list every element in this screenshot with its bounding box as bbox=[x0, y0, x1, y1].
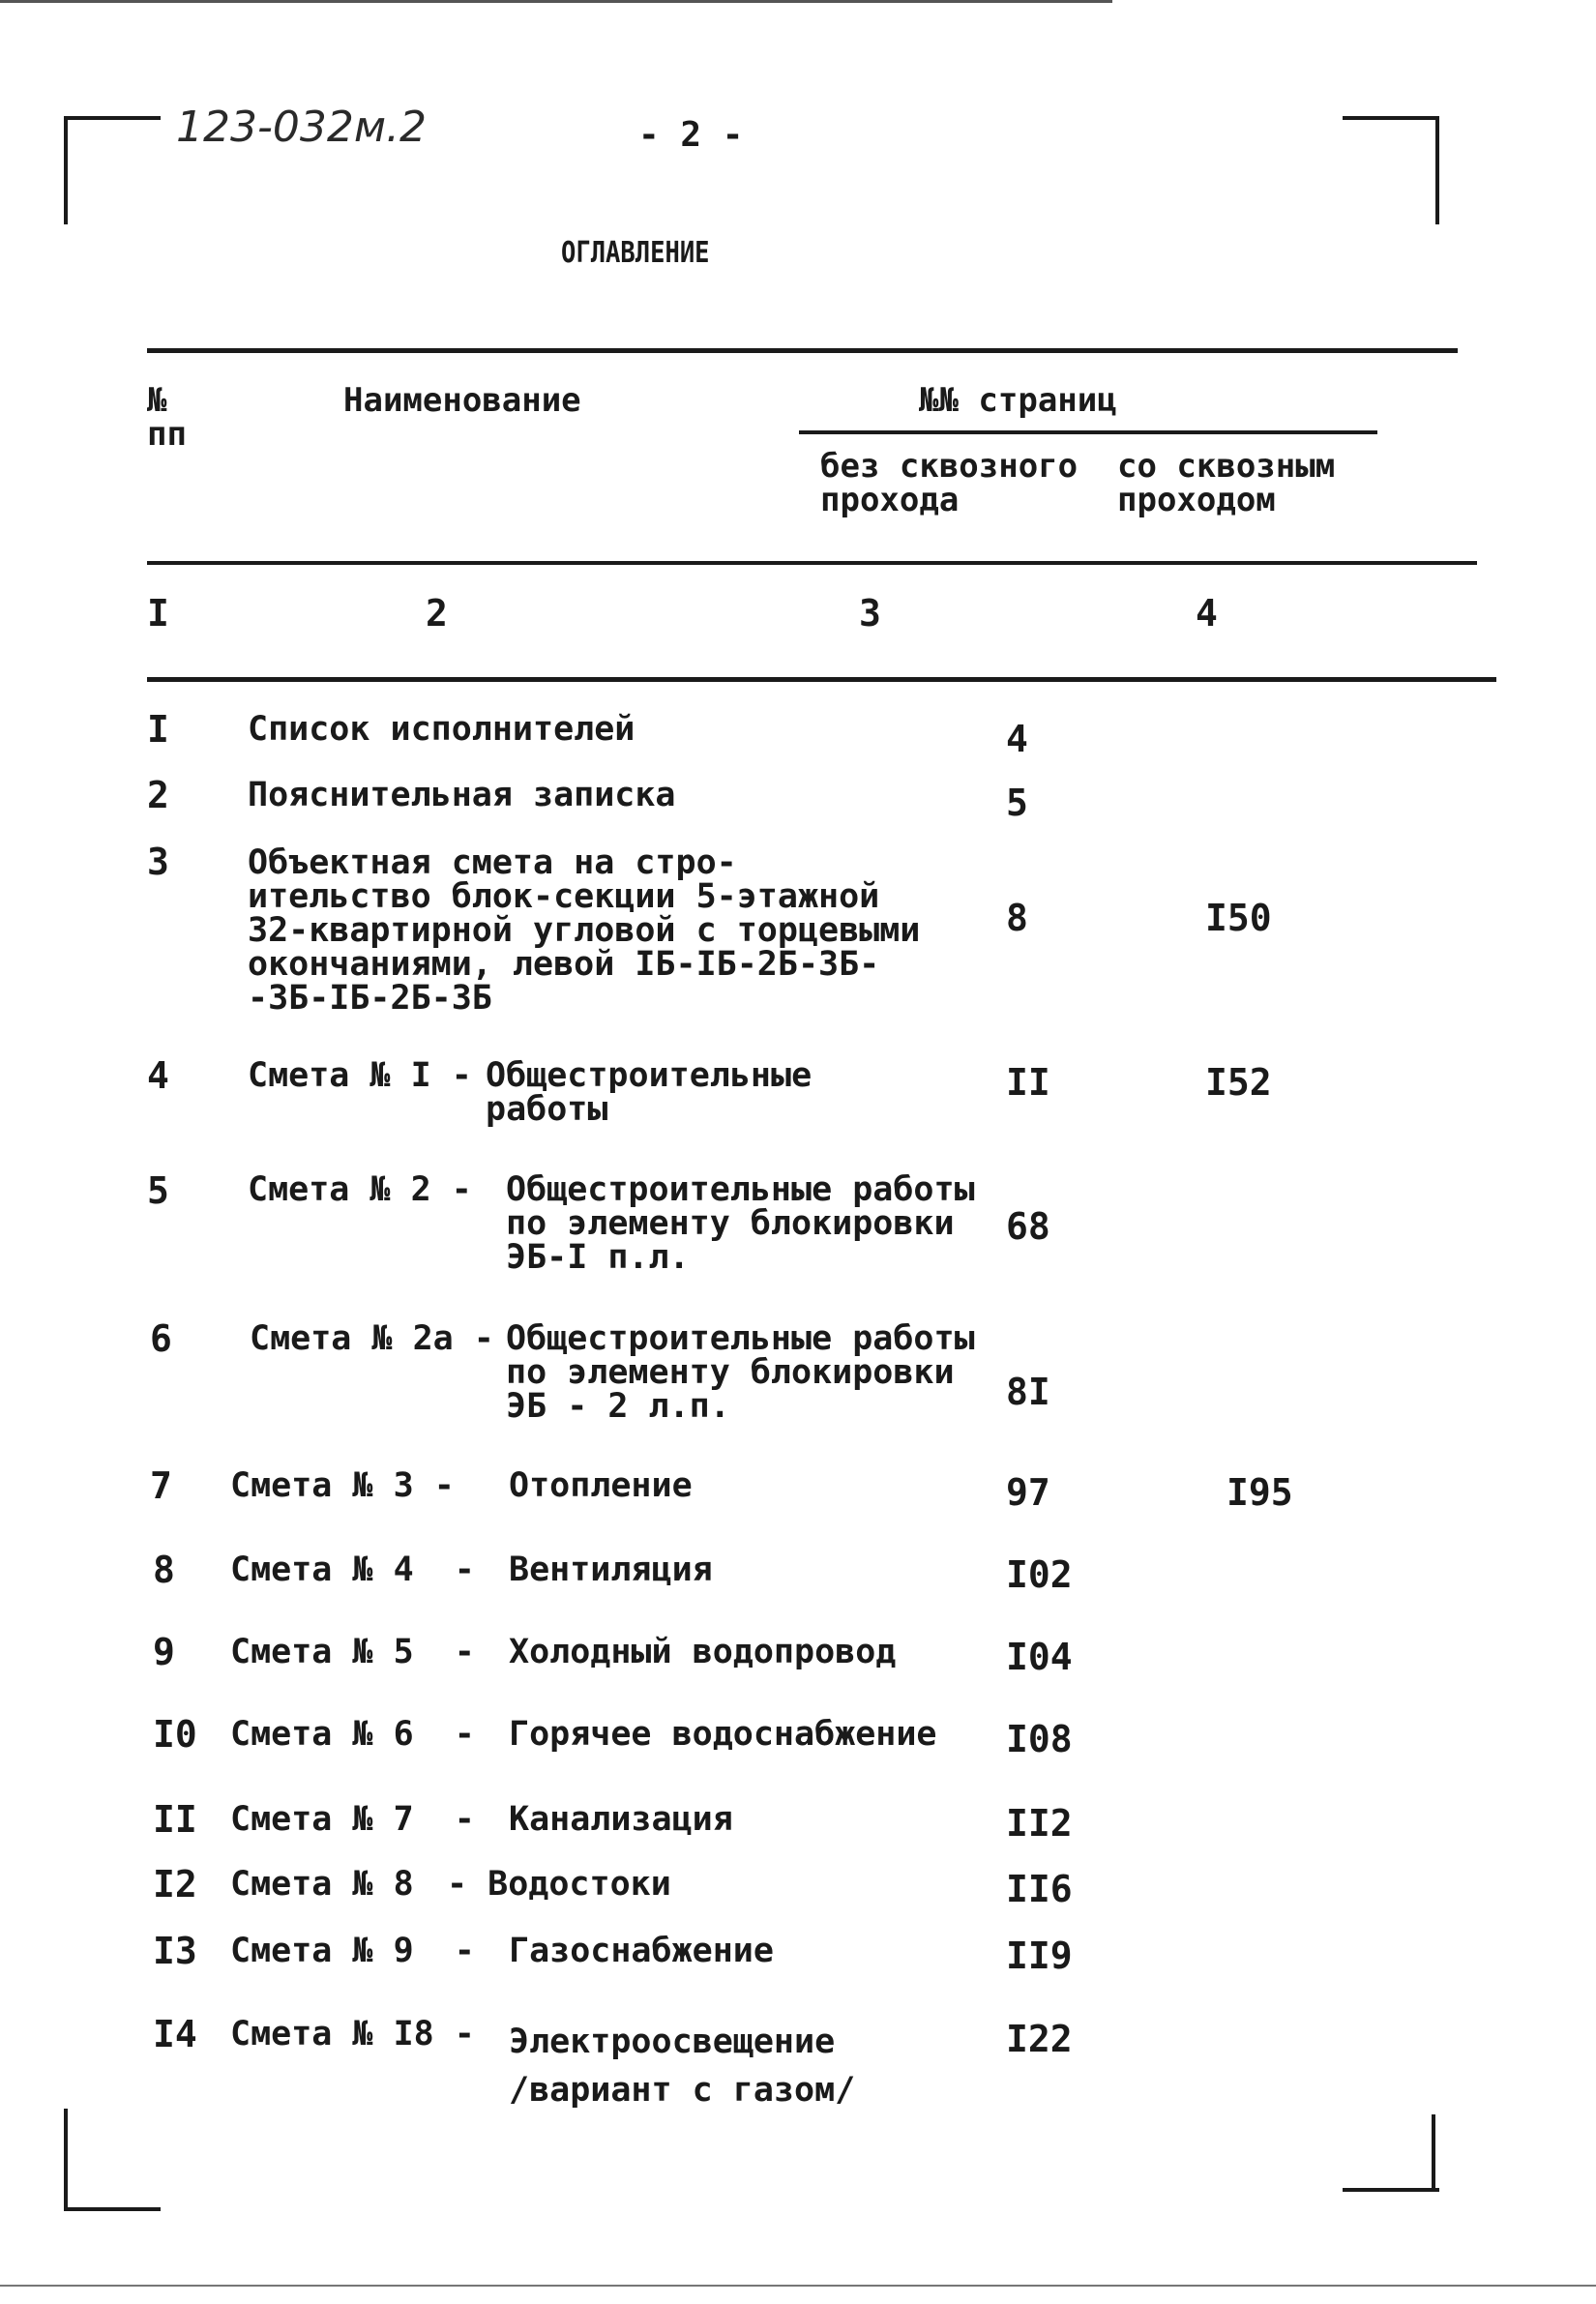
row-3-title: Объектная смета на стро- ительство блок-секции 5-этажной 32-квартирной угловой с торцевыми окончаниями, левой IБ-IБ-2Б-3Б- -3Б-IБ-2Б-3Б bbox=[248, 843, 921, 1018]
header-col-pages: №№ страниц bbox=[919, 381, 1117, 420]
row-7-number: 7 bbox=[150, 1464, 172, 1507]
row-12-page-without: II6 bbox=[1006, 1868, 1073, 1910]
row-1-number: I bbox=[147, 708, 169, 751]
row-13-page-without: II9 bbox=[1006, 1935, 1073, 1977]
frame-corner-bottom-right bbox=[1343, 2188, 1439, 2192]
row-4-number: 4 bbox=[147, 1054, 169, 1097]
document-code: 123-032м.2 bbox=[176, 103, 428, 152]
row-5-number: 5 bbox=[147, 1169, 169, 1212]
row-13-title: Газоснабжение bbox=[509, 1932, 774, 1970]
row-3-number: 3 bbox=[147, 841, 169, 883]
scan-edge-top bbox=[0, 0, 1112, 3]
row-10-estimate: Смета № 6 - bbox=[230, 1715, 475, 1754]
row-14-page-without: I22 bbox=[1006, 2018, 1073, 2060]
header-sub-with: со сквозным проходом bbox=[1117, 447, 1336, 519]
row-5-page-without: 68 bbox=[1006, 1205, 1050, 1248]
row-9-estimate: Смета № 5 - bbox=[230, 1633, 475, 1671]
row-7-estimate: Смета № 3 - bbox=[230, 1466, 455, 1505]
row-13-estimate: Смета № 9 - bbox=[230, 1932, 475, 1970]
row-1-page-without: 4 bbox=[1006, 718, 1028, 760]
header-sub-without: без сквозного прохода bbox=[820, 447, 1079, 519]
frame-corner-bottom-left-vertical bbox=[64, 2109, 68, 2211]
row-4-estimate: Смета № I - bbox=[248, 1056, 472, 1095]
row-4-page-without: II bbox=[1006, 1061, 1050, 1104]
scan-edge-bottom bbox=[0, 2285, 1596, 2287]
row-3-page-with: I50 bbox=[1205, 897, 1272, 939]
row-9-title: Холодный водопровод bbox=[509, 1633, 897, 1671]
row-7-title: Отопление bbox=[509, 1466, 693, 1505]
row-10-page-without: I08 bbox=[1006, 1718, 1073, 1760]
row-8-number: 8 bbox=[153, 1549, 175, 1591]
row-9-page-without: I04 bbox=[1006, 1636, 1073, 1678]
column-number-3: 3 bbox=[859, 592, 881, 635]
header-pages-rule bbox=[799, 430, 1377, 434]
row-11-number: II bbox=[153, 1798, 197, 1841]
page-number: - 2 - bbox=[638, 115, 744, 155]
row-13-number: I3 bbox=[153, 1930, 197, 1972]
row-9-number: 9 bbox=[153, 1631, 175, 1673]
row-12-estimate: Смета № 8 bbox=[230, 1865, 414, 1904]
frame-corner-bottom-right-vertical bbox=[1432, 2114, 1435, 2192]
row-5-title: Общестроительные работы по элементу блокировки ЭБ-I п.л. bbox=[506, 1170, 975, 1277]
row-10-number: I0 bbox=[153, 1713, 197, 1756]
row-3-page-without: 8 bbox=[1006, 897, 1028, 939]
frame-corner-top-left bbox=[64, 116, 161, 120]
column-number-1: I bbox=[147, 592, 169, 635]
frame-corner-top-right bbox=[1343, 116, 1439, 120]
column-number-4: 4 bbox=[1196, 592, 1218, 635]
row-4-page-with: I52 bbox=[1205, 1061, 1272, 1104]
row-5-estimate: Смета № 2 - bbox=[248, 1170, 472, 1209]
row-14-title: Электроосвещение /вариант с газом/ bbox=[509, 2023, 856, 2110]
frame-corner-top-right-vertical bbox=[1435, 116, 1439, 224]
row-12-number: I2 bbox=[153, 1863, 197, 1905]
row-6-estimate: Смета № 2а - bbox=[250, 1319, 494, 1358]
row-2-title: Пояснительная записка bbox=[248, 776, 676, 814]
row-12-title: - Водостоки bbox=[447, 1865, 671, 1904]
row-2-number: 2 bbox=[147, 774, 169, 816]
row-11-estimate: Смета № 7 - bbox=[230, 1800, 475, 1839]
row-7-page-with: I95 bbox=[1227, 1471, 1293, 1514]
numbering-bottom-rule bbox=[147, 677, 1496, 682]
row-4-title: Общестроительные работы bbox=[486, 1056, 813, 1129]
column-number-2: 2 bbox=[426, 592, 448, 635]
row-8-page-without: I02 bbox=[1006, 1553, 1073, 1596]
header-col-num: № пп bbox=[147, 381, 187, 454]
frame-corner-bottom-left bbox=[64, 2207, 161, 2211]
row-8-estimate: Смета № 4 - bbox=[230, 1551, 475, 1589]
row-7-page-without: 97 bbox=[1006, 1471, 1050, 1514]
table-top-rule bbox=[147, 348, 1458, 353]
row-11-title: Канализация bbox=[509, 1800, 733, 1839]
page-title: ОГЛАВЛЕНИЕ bbox=[561, 236, 710, 270]
header-col-name: Наименование bbox=[343, 381, 581, 420]
row-8-title: Вентиляция bbox=[509, 1551, 713, 1589]
frame-corner-top-left-vertical bbox=[64, 116, 68, 224]
row-14-number: I4 bbox=[153, 2013, 197, 2055]
row-6-page-without: 8I bbox=[1006, 1371, 1050, 1413]
row-14-estimate: Смета № I8 - bbox=[230, 2015, 475, 2053]
row-6-title: Общестроительные работы по элементу блокировки ЭБ - 2 л.п. bbox=[506, 1319, 975, 1426]
row-1-title: Список исполнителей bbox=[248, 710, 635, 749]
header-bottom-rule bbox=[147, 561, 1477, 565]
row-10-title: Горячее водоснабжение bbox=[509, 1715, 937, 1754]
row-11-page-without: II2 bbox=[1006, 1802, 1073, 1845]
row-6-number: 6 bbox=[150, 1317, 172, 1360]
row-2-page-without: 5 bbox=[1006, 782, 1028, 824]
